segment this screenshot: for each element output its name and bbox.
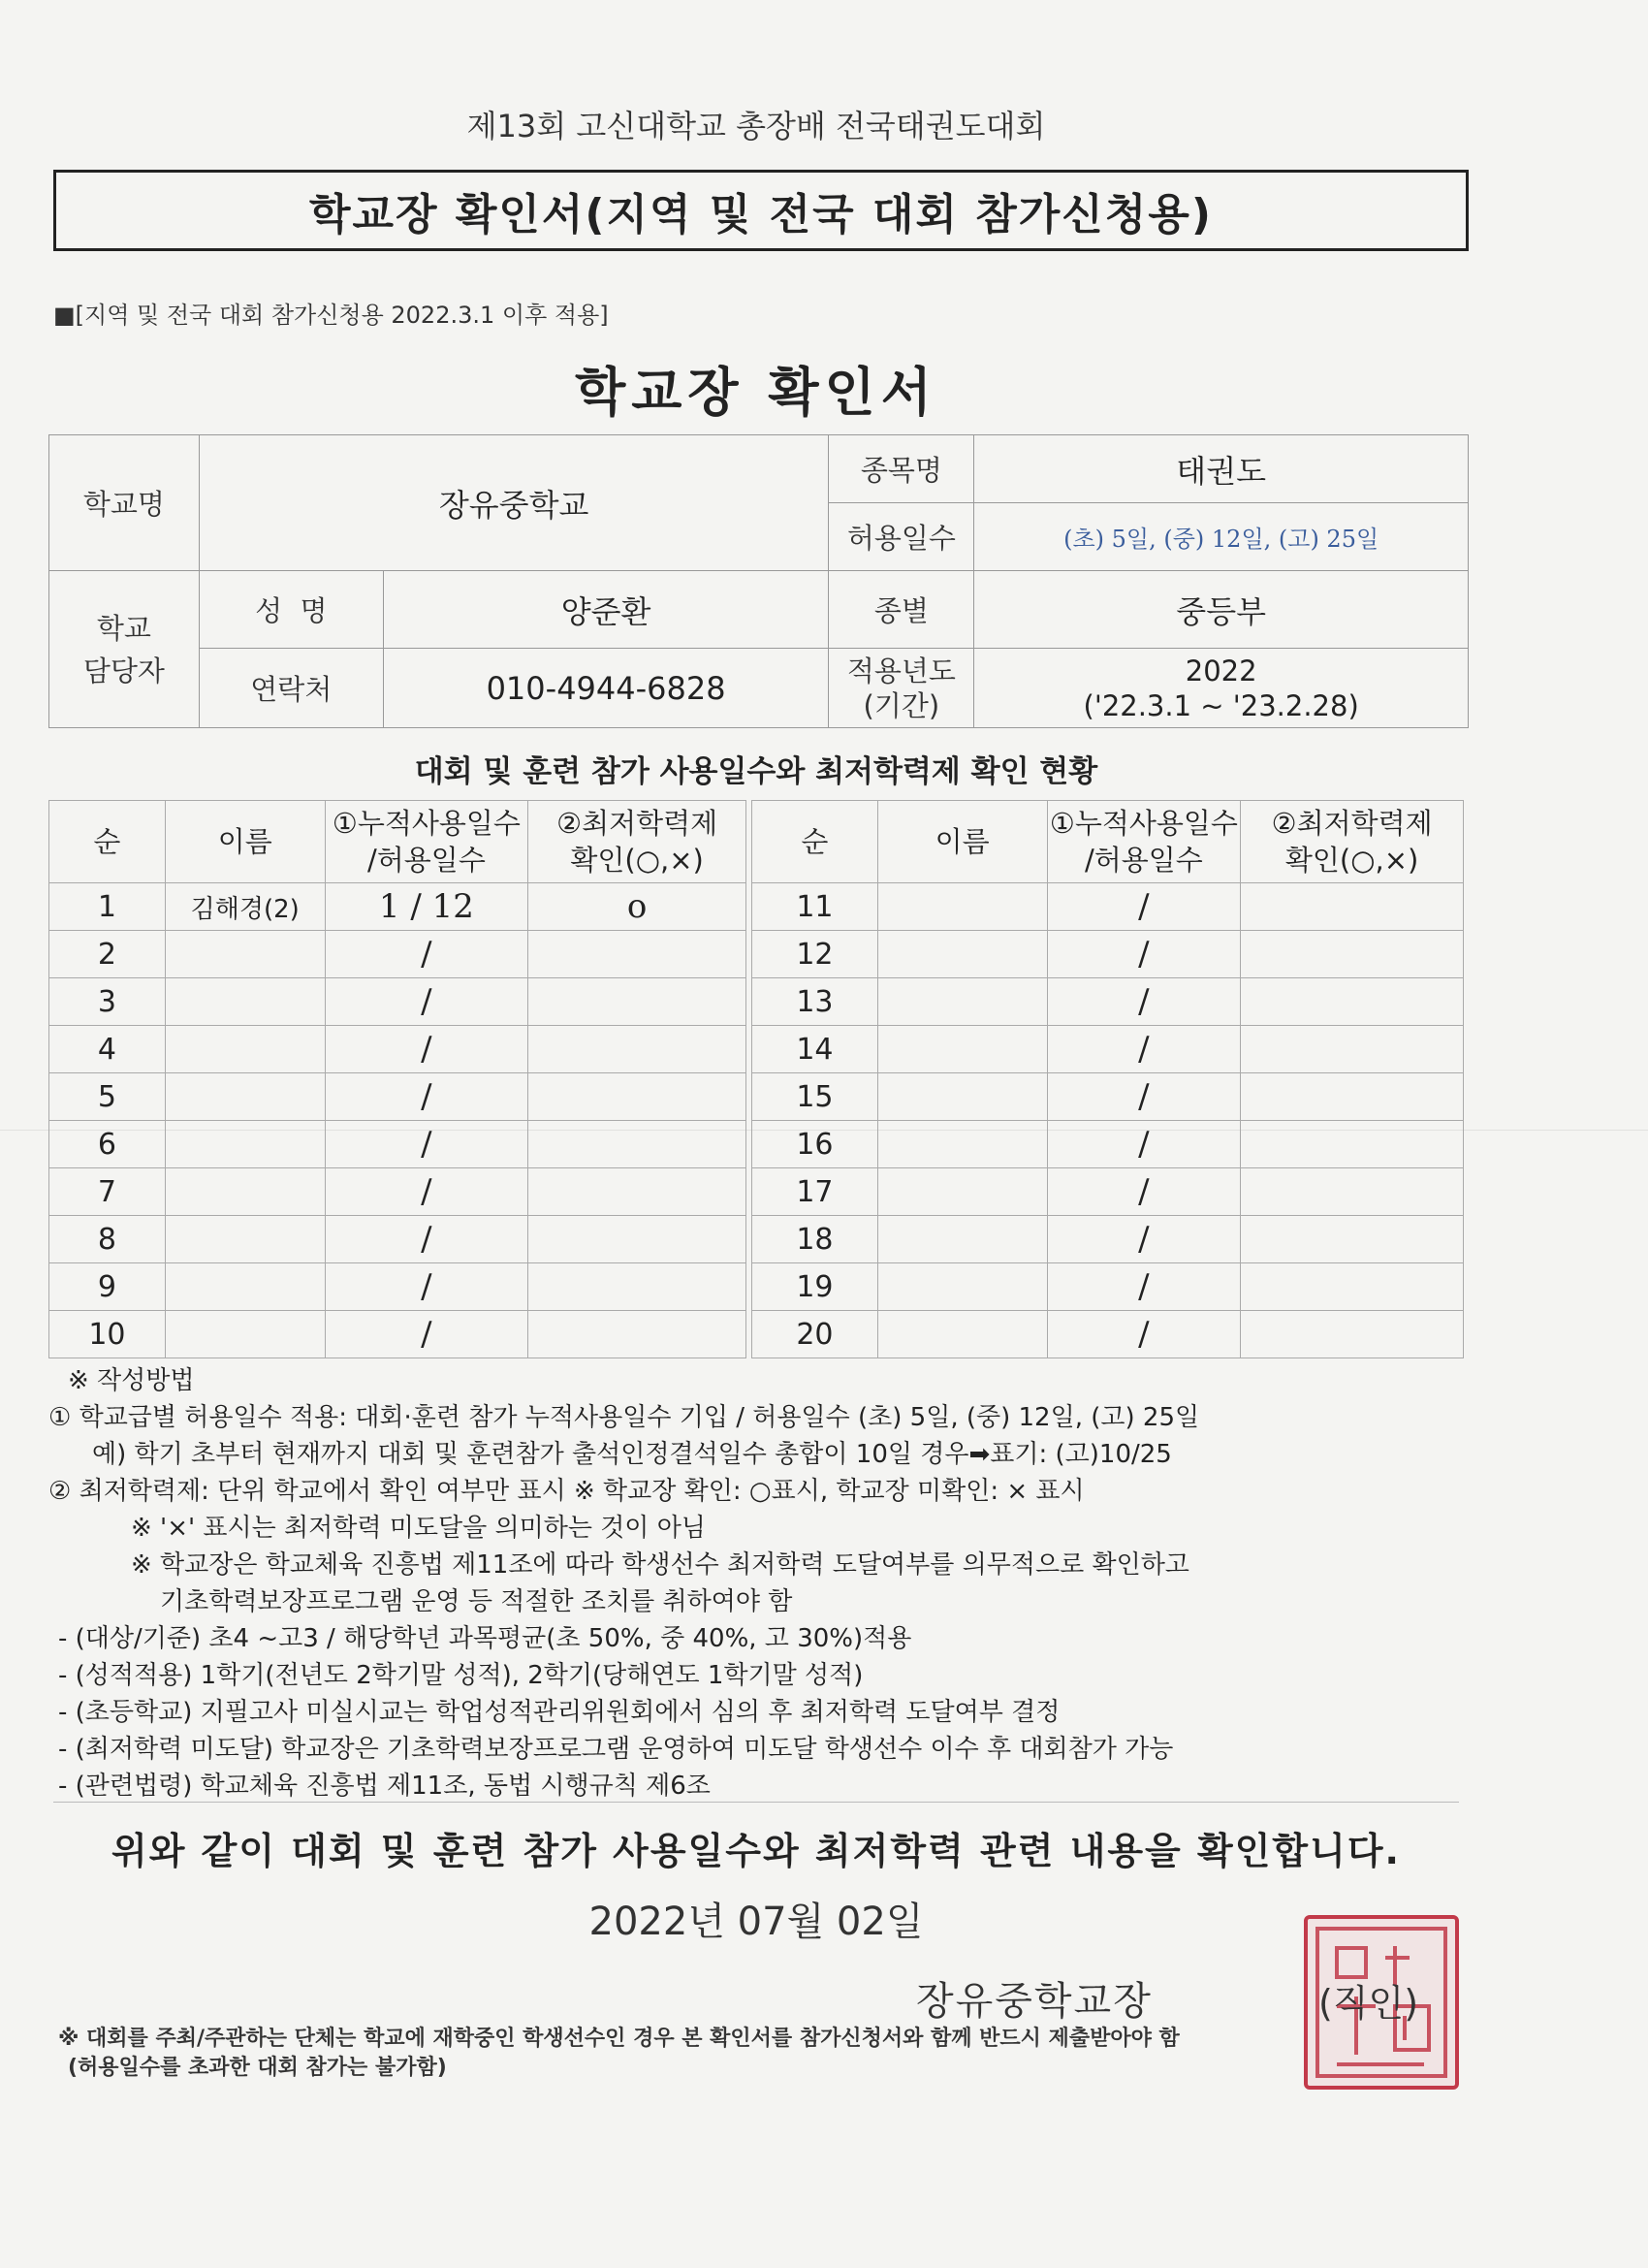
col-days-header-1: ①누적사용일수 xyxy=(1049,807,1238,840)
col-days-header xyxy=(325,801,528,883)
detail-5: - (관련법령) 학교체육 진흥법 제11조, 동법 시행규칙 제6조 xyxy=(58,1772,711,1801)
row-name xyxy=(877,1073,1047,1121)
row-number: 3 xyxy=(49,978,166,1026)
col-academic-header-2: 확인(○,×) xyxy=(570,844,704,877)
table-row xyxy=(49,1216,746,1263)
note-3: ※ '×' 표시는 최저학력 미도달을 의미하는 것이 아님 xyxy=(131,1514,706,1543)
row-academic-check xyxy=(528,931,746,978)
row-days: / xyxy=(325,1263,528,1311)
row-days: / xyxy=(325,1026,528,1073)
row-name: 김해경(2) xyxy=(165,883,325,931)
row-academic-check xyxy=(1241,978,1464,1026)
row-days: / xyxy=(325,1073,528,1121)
school-label: 학교명 xyxy=(49,435,200,571)
year-value-1: 2022 xyxy=(1185,654,1257,687)
section-title: 대회 및 훈련 참가 사용일수와 최저학력제 확인 현황 xyxy=(414,754,1098,789)
row-name xyxy=(165,978,325,1026)
contact-value: 010-4944-6828 xyxy=(383,649,829,728)
col-academic-header xyxy=(528,801,746,883)
row-name xyxy=(877,1311,1047,1358)
row-days: / xyxy=(1047,1026,1241,1073)
info-table xyxy=(48,434,1469,728)
row-days: / xyxy=(1047,1168,1241,1216)
row-name xyxy=(165,1121,325,1168)
col-days-header-2: /허용일수 xyxy=(367,844,486,877)
row-days: / xyxy=(325,1121,528,1168)
note-2: ② 최저학력제: 단위 학교에서 확인 여부만 표시 ※ 학교장 확인: ○표시, 학교장 미확인: × 표시 xyxy=(48,1477,1085,1506)
instructions xyxy=(48,1362,1474,1805)
row-name xyxy=(165,931,325,978)
usage-table-left xyxy=(48,800,746,1358)
detail-2: - (성적적용) 1학기(전년도 2학기말 성적), 2학기(당해연도 1학기말 성적) xyxy=(58,1661,864,1690)
table-row xyxy=(752,1168,1464,1216)
table-row xyxy=(49,883,746,931)
table-row xyxy=(752,1026,1464,1073)
row-name xyxy=(877,1121,1047,1168)
row-academic-check xyxy=(1241,1263,1464,1311)
row-academic-check xyxy=(528,1311,746,1358)
year-label-2: (기간) xyxy=(863,688,940,722)
row-days: / xyxy=(1047,1121,1241,1168)
col-academic-header-1: ②최저학력제 xyxy=(1271,807,1433,840)
name-label: 성 명 xyxy=(199,571,383,649)
row-name xyxy=(877,931,1047,978)
table-row xyxy=(49,1121,746,1168)
row-academic-check xyxy=(528,1263,746,1311)
footnote-1: ※ 대회를 주최/주관하는 단체는 학교에 재학중인 학생선수인 경우 본 확인서를 참가신청서와 함께 반드시 제출받아야 함 xyxy=(58,2027,1180,2051)
seal-mark: (직인) xyxy=(1318,1982,1419,2025)
col-no-header: 순 xyxy=(752,801,878,883)
row-name xyxy=(165,1026,325,1073)
row-days: 1 / 12 xyxy=(325,883,528,931)
col-days-header-1: ①누적사용일수 xyxy=(332,807,521,840)
row-academic-check xyxy=(1241,1121,1464,1168)
row-academic-check xyxy=(528,1168,746,1216)
table-row xyxy=(752,978,1464,1026)
table-row xyxy=(752,931,1464,978)
row-number: 6 xyxy=(49,1121,166,1168)
row-academic-check xyxy=(528,1073,746,1121)
principal-signature: 장유중학교장 xyxy=(916,1979,1153,2024)
row-academic-check xyxy=(1241,1216,1464,1263)
divider xyxy=(53,1802,1459,1803)
division-label: 종별 xyxy=(829,571,974,649)
main-title: 학교장 확인서 xyxy=(575,362,937,423)
row-academic-check xyxy=(1241,931,1464,978)
row-number: 2 xyxy=(49,931,166,978)
year-label xyxy=(829,649,974,728)
row-number: 19 xyxy=(752,1263,878,1311)
row-name xyxy=(877,1216,1047,1263)
note-4-cont: 기초학력보장프로그램 운영 등 적절한 조치를 취하여야 함 xyxy=(160,1587,793,1616)
row-number: 17 xyxy=(752,1168,878,1216)
row-days: / xyxy=(325,1311,528,1358)
row-number: 10 xyxy=(49,1311,166,1358)
col-academic-header-2: 확인(○,×) xyxy=(1284,844,1419,877)
row-academic-check: o xyxy=(528,883,746,931)
notes-heading: ※ 작성방법 xyxy=(68,1366,195,1395)
row-days: / xyxy=(325,978,528,1026)
permitted-days-value: (초) 5일, (중) 12일, (고) 25일 xyxy=(974,503,1469,571)
table-row xyxy=(49,1168,746,1216)
row-number: 8 xyxy=(49,1216,166,1263)
row-number: 15 xyxy=(752,1073,878,1121)
row-name xyxy=(165,1311,325,1358)
row-number: 9 xyxy=(49,1263,166,1311)
table-row xyxy=(752,1216,1464,1263)
year-value xyxy=(974,649,1469,728)
row-academic-check xyxy=(1241,883,1464,931)
table-row xyxy=(49,978,746,1026)
detail-4: - (최저학력 미도달) 학교장은 기초학력보장프로그램 운영하여 미도달 학생선수 이수 후 대회참가 가능 xyxy=(58,1735,1174,1764)
school-value: 장유중학교 xyxy=(199,435,829,571)
row-academic-check xyxy=(528,978,746,1026)
sport-value: 태권도 xyxy=(974,435,1469,503)
manager-label: 학교 담당자 xyxy=(49,571,200,728)
division-value: 중등부 xyxy=(974,571,1469,649)
row-number: 12 xyxy=(752,931,878,978)
row-number: 16 xyxy=(752,1121,878,1168)
row-name xyxy=(877,978,1047,1026)
row-name xyxy=(165,1168,325,1216)
manager-name: 양준환 xyxy=(383,571,829,649)
row-days: / xyxy=(1047,1263,1241,1311)
note-1: ① 학교급별 허용일수 적용: 대회·훈련 참가 누적사용일수 기입 / 허용일수 (초) 5일, (중) 12일, (고) 25일 xyxy=(48,1403,1200,1432)
table-row xyxy=(752,1073,1464,1121)
row-number: 18 xyxy=(752,1216,878,1263)
row-number: 5 xyxy=(49,1073,166,1121)
row-number: 14 xyxy=(752,1026,878,1073)
days-label: 허용일수 xyxy=(829,503,974,571)
footnote xyxy=(58,2025,1180,2083)
col-academic-header-1: ②최저학력제 xyxy=(556,807,718,840)
note-4: ※ 학교장은 학교체육 진흥법 제11조에 따라 학생선수 최저학력 도달여부를 의무적으로 확인하고 xyxy=(131,1550,1189,1580)
detail-1: - (대상/기준) 초4 ~고3 / 해당학년 과목평균(초 50%, 중 40%, 고 30%)적용 xyxy=(58,1624,912,1653)
boxed-title: 학교장 확인서(지역 및 전국 대회 참가신청용) xyxy=(53,170,1469,251)
detail-3: - (초등학교) 지필고사 미실시교는 학업성적관리위원회에서 심의 후 최저학력 도달여부 결정 xyxy=(58,1698,1061,1727)
row-days: / xyxy=(325,1216,528,1263)
col-no-header: 순 xyxy=(49,801,166,883)
row-academic-check xyxy=(528,1216,746,1263)
row-number: 4 xyxy=(49,1026,166,1073)
col-days-header xyxy=(1047,801,1241,883)
row-number: 1 xyxy=(49,883,166,931)
row-number: 7 xyxy=(49,1168,166,1216)
table-row xyxy=(752,1311,1464,1358)
form-subtitle: ■[지역 및 전국 대회 참가신청용 2022.3.1 이후 적용] xyxy=(53,302,609,329)
row-name xyxy=(877,883,1047,931)
note-1-example: 예) 학기 초부터 현재까지 대회 및 훈련참가 출석인정결석일수 총합이 10일 경우➡표기: (고)10/25 xyxy=(92,1440,1172,1469)
row-academic-check xyxy=(528,1121,746,1168)
row-academic-check xyxy=(528,1026,746,1073)
row-days: / xyxy=(1047,1073,1241,1121)
year-value-2: ('22.3.1 ~ '23.2.28) xyxy=(1083,688,1359,722)
row-name xyxy=(877,1026,1047,1073)
col-days-header-2: /허용일수 xyxy=(1084,844,1203,877)
row-days: / xyxy=(1047,1216,1241,1263)
table-row xyxy=(49,1311,746,1358)
table-row xyxy=(49,1263,746,1311)
col-name-header: 이름 xyxy=(165,801,325,883)
row-number: 11 xyxy=(752,883,878,931)
row-days: / xyxy=(325,1168,528,1216)
row-name xyxy=(877,1263,1047,1311)
row-number: 20 xyxy=(752,1311,878,1358)
row-name xyxy=(165,1073,325,1121)
row-days: / xyxy=(1047,883,1241,931)
row-academic-check xyxy=(1241,1311,1464,1358)
row-days: / xyxy=(325,931,528,978)
table-row xyxy=(752,1121,1464,1168)
row-days: / xyxy=(1047,978,1241,1026)
col-academic-header xyxy=(1241,801,1464,883)
row-academic-check xyxy=(1241,1073,1464,1121)
table-row xyxy=(752,883,1464,931)
row-academic-check xyxy=(1241,1168,1464,1216)
table-row xyxy=(49,931,746,978)
row-academic-check xyxy=(1241,1026,1464,1073)
event-title: 제13회 고신대학교 총장배 전국태권도대회 xyxy=(466,108,1046,144)
usage-table-right xyxy=(751,800,1464,1358)
row-days: / xyxy=(1047,1311,1241,1358)
table-row xyxy=(49,1073,746,1121)
row-name xyxy=(877,1168,1047,1216)
sport-label: 종목명 xyxy=(829,435,974,503)
confirmation-statement: 위와 같이 대회 및 훈련 참가 사용일수와 최저학력 관련 내용을 확인합니다. xyxy=(111,1830,1401,1872)
row-number: 13 xyxy=(752,978,878,1026)
footnote-2: (허용일수를 초과한 대회 참가는 불가함) xyxy=(68,2056,447,2080)
row-name xyxy=(165,1263,325,1311)
row-days: / xyxy=(1047,931,1241,978)
table-row xyxy=(752,1263,1464,1311)
year-label-1: 적용년도 xyxy=(846,654,956,687)
table-row xyxy=(49,1026,746,1073)
row-name xyxy=(165,1216,325,1263)
contact-label: 연락처 xyxy=(199,649,383,728)
signature-date: 2022년 07월 02일 xyxy=(588,1900,924,1944)
col-name-header: 이름 xyxy=(877,801,1047,883)
